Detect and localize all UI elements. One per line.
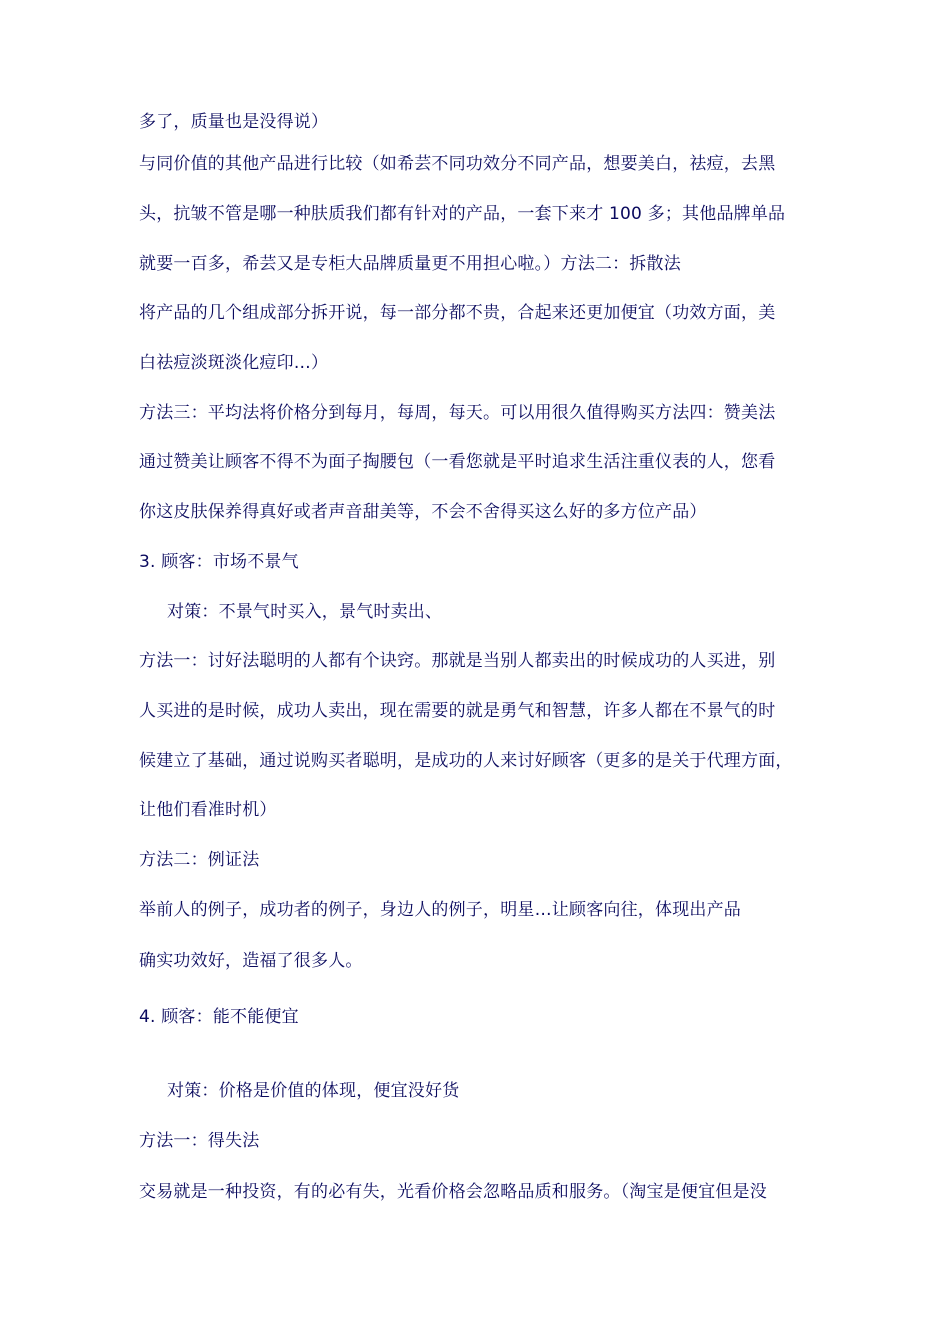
- text-line: 多了，质量也是没得说）: [139, 112, 329, 132]
- section-heading: 3. 顾客：市场不景气: [139, 552, 299, 572]
- text-line: 交易就是一种投资，有的必有失，光看价格会忽略品质和服务。（淘宝是便宜但是没: [139, 1182, 767, 1202]
- text-line: 方法一：讨好法聪明的人都有个诀窍。那就是当别人都卖出的时候成功的人买进，别: [139, 651, 776, 671]
- text-line: 方法一：得失法: [139, 1131, 260, 1151]
- text-line: 方法三：平均法将价格分到每月，每周，每天。可以用很久值得购买方法四：赞美法: [139, 403, 776, 423]
- text-line: 将产品的几个组成部分拆开说，每一部分都不贵，合起来还更加便宜（功效方面，美: [139, 303, 776, 323]
- text-line: 通过赞美让顾客不得不为面子掏腰包（一看您就是平时追求生活注重仪表的人，您看: [139, 452, 776, 472]
- text-line: 头，抗皱不管是哪一种肤质我们都有针对的产品，一套下来才 100 多；其他品牌单品: [139, 204, 786, 224]
- text-line: 你这皮肤保养得真好或者声音甜美等，不会不舍得买这么好的多方位产品）: [139, 502, 707, 522]
- text-line: 与同价值的其他产品进行比较（如希芸不同功效分不同产品，想要美白，祛痘，去黑: [139, 154, 776, 174]
- section-heading: 4. 顾客：能不能便宜: [139, 1007, 299, 1027]
- strategy-line: 对策：不景气时买入，景气时卖出、: [167, 602, 443, 622]
- text-line: 候建立了基础，通过说购买者聪明，是成功的人来讨好顾客（更多的是关于代理方面，: [139, 751, 793, 771]
- strategy-line: 对策：价格是价值的体现，便宜没好货: [167, 1081, 460, 1101]
- text-line: 就要一百多，希芸又是专柜大品牌质量更不用担心啦。）方法二：拆散法: [139, 254, 681, 274]
- text-line: 人买进的是时候，成功人卖出，现在需要的就是勇气和智慧，许多人都在不景气的时: [139, 701, 776, 721]
- text-line: 举前人的例子，成功者的例子，身边人的例子，明星…让顾客向往，体现出产品: [139, 900, 741, 920]
- text-line: 白祛痘淡斑淡化痘印…）: [139, 353, 329, 373]
- text-line: 方法二：例证法: [139, 850, 260, 870]
- text-line: 让他们看准时机）: [139, 800, 277, 820]
- text-line: 确实功效好，造福了很多人。: [139, 951, 363, 971]
